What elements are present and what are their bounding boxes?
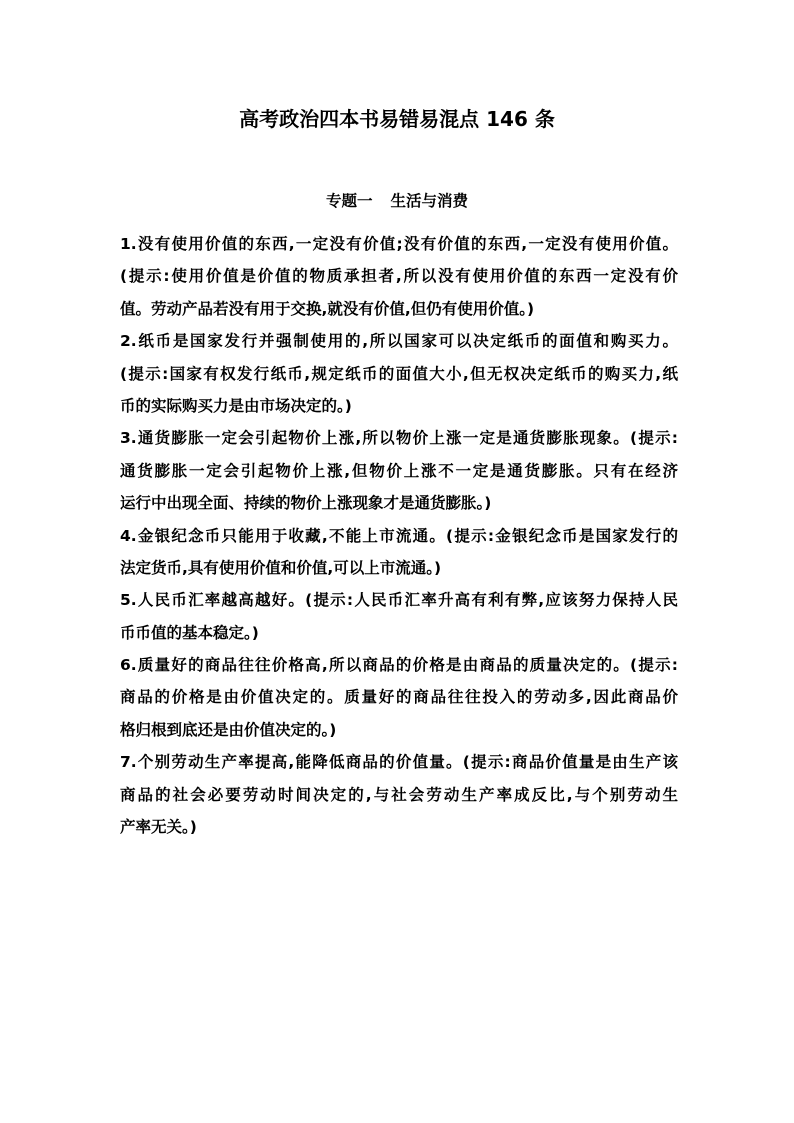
list-item [120, 649, 678, 746]
item-line: 格归根到底还是由价值决定的。) [120, 720, 337, 739]
document-body [120, 228, 678, 843]
list-item [120, 228, 678, 325]
list-item [120, 746, 678, 843]
item-line: (提示:国家有权发行纸币,规定纸币的面值大小,但无权决定纸币的购买力,纸 [120, 364, 678, 383]
list-item [120, 325, 678, 422]
item-line: 1.没有使用价值的东西,一定没有价值;没有价值的东西,一定没有使用价值。 [120, 235, 678, 253]
list-item [120, 520, 678, 585]
document-title: 高考政治四本书易错易混点 146 条 [239, 107, 555, 131]
item-line: 产率无关。) [120, 818, 197, 837]
item-line: 币的实际购买力是由市场决定的。) [120, 396, 352, 415]
item-line: 商品的价格是由价值决定的。质量好的商品往往投入的劳动多,因此商品价 [120, 688, 678, 707]
list-item [120, 584, 678, 649]
item-line: 3.通货膨胀一定会引起物价上涨,所以物价上涨一定是通货膨胀现象。(提示: [120, 429, 678, 448]
item-line: 5.人民币汇率越高越好。(提示:人民币汇率升高有利有弊,应该努力保持人民 [120, 591, 678, 610]
item-line: 4.金银纪念币只能用于收藏,不能上市流通。(提示:金银纪念币是国家发行的 [120, 526, 678, 545]
section-name: 生活与消费 [390, 192, 469, 210]
list-item [120, 422, 678, 519]
item-line: 2.纸币是国家发行并强制使用的,所以国家可以决定纸币的面值和购买力。 [120, 332, 678, 351]
item-line: 6.质量好的商品往往价格高,所以商品的价格是由商品的质量决定的。(提示: [120, 656, 678, 675]
item-line: 法定货币,具有使用价值和价值,可以上市流通。) [120, 558, 442, 577]
item-line: 值。劳动产品若没有用于交换,就没有价值,但仍有使用价值。) [120, 299, 535, 318]
item-line: 通货膨胀一定会引起物价上涨,但物价上涨不一定是通货膨胀。只有在经济 [120, 461, 678, 480]
item-line: 商品的社会必要劳动时间决定的,与社会劳动生产率成反比,与个别劳动生 [120, 785, 678, 804]
section-heading [0, 187, 794, 215]
section-label: 专题一 [325, 192, 373, 210]
item-line: 7.个别劳动生产率提高,能降低商品的价值量。(提示:商品价值量是由生产该 [120, 753, 678, 772]
item-line: (提示:使用价值是价值的物质承担者,所以没有使用价值的东西一定没有价 [120, 267, 678, 286]
item-line: 运行中出现全面、持续的物价上涨现象才是通货膨胀。) [120, 494, 492, 513]
item-line: 币币值的基本稳定。) [120, 623, 259, 642]
